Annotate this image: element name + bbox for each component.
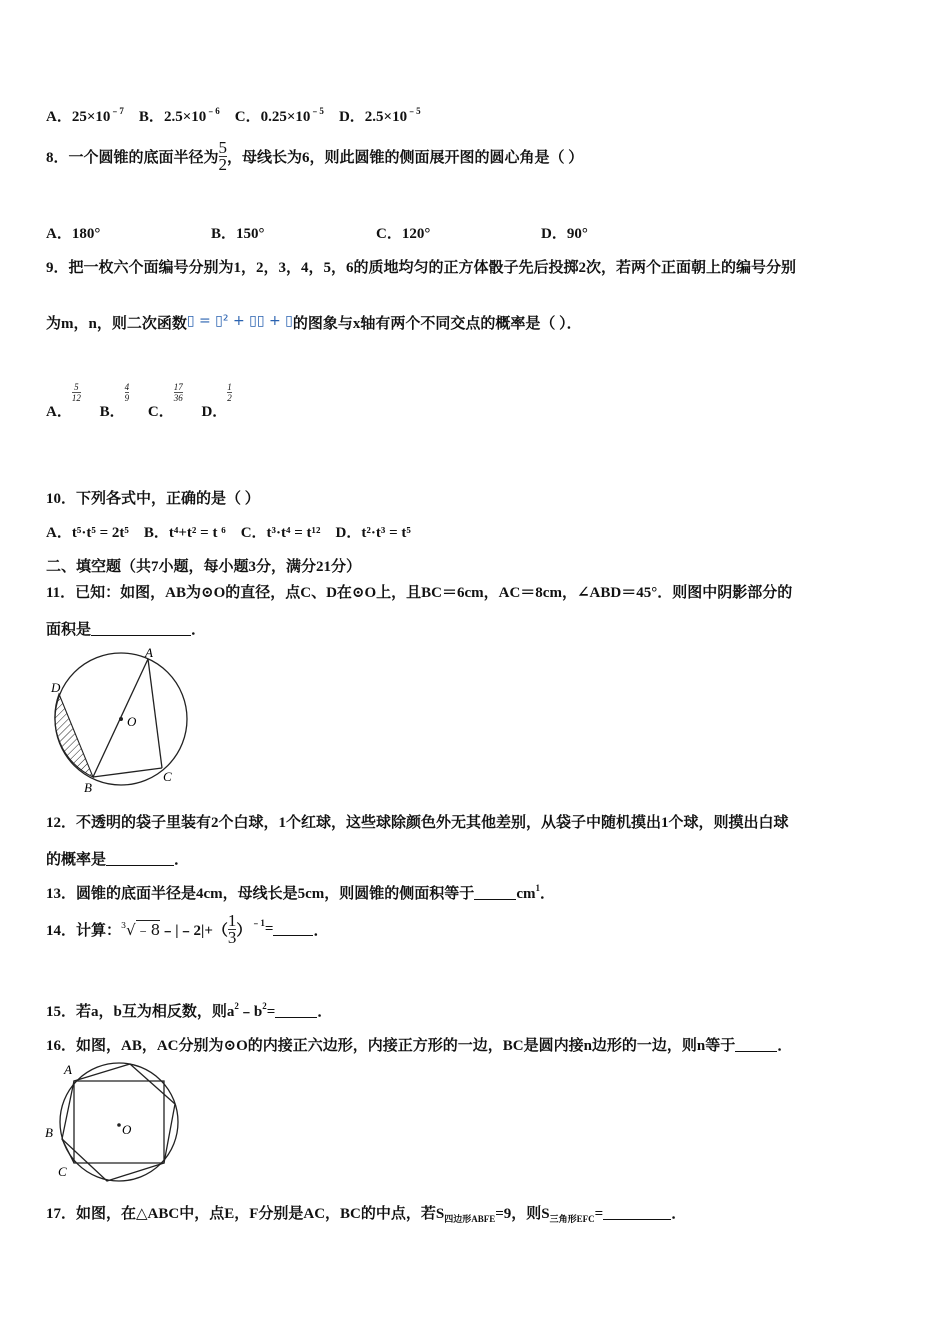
q7-option-b-label: B．: [138, 109, 164, 125]
q11-label-c: C: [163, 769, 172, 784]
q10-option-a: A．t⁵·t⁵ = 2t⁵: [46, 525, 129, 541]
q9-line2: [46, 312, 582, 333]
q13-text: 13．圆锥的底面半径是4cm，母线长是5cm，则圆锥的侧面积等于: [46, 886, 475, 902]
q11-answer-blank: [91, 623, 191, 636]
q7-option-b-base: 2.5×10: [163, 109, 207, 125]
q11-segment-bc: [93, 768, 162, 777]
q16-end: ．: [777, 1038, 793, 1054]
q9-option-d-label: D．: [201, 404, 228, 420]
q16-answer-blank: [735, 1039, 777, 1052]
q14-answer-blank: [273, 923, 313, 936]
q7-option-a-exp: ﹣7: [110, 106, 124, 116]
q16-label-b: B: [45, 1125, 53, 1140]
q14-cube-root: $^3$√﹣8: [121, 921, 161, 939]
q16-stem: [46, 1034, 792, 1055]
q14-frac-den: 3: [227, 928, 237, 947]
q14-prefix: 14．计算：: [46, 923, 122, 939]
q16-segment-bc: [62, 1139, 74, 1163]
section-2-heading: 二、填空题（共7小题，每小题3分，满分21分）: [46, 559, 362, 575]
q15-end: ．: [317, 1004, 333, 1020]
q17-sub1: 四边形ABFE: [444, 1214, 496, 1224]
q16-circle-figure: [42, 1059, 187, 1187]
q10-option-c: C．t³·t⁴ = t¹²: [240, 525, 321, 541]
q14-close: ）: [236, 923, 252, 939]
q9-option-b-den: 9: [124, 393, 130, 403]
q9-line2-suffix: 的图象与x轴有两个不同交点的概率是（ ）．: [292, 316, 582, 332]
q9-option-c-num: 17: [173, 382, 183, 392]
q11-shaded-region: [55, 694, 93, 777]
q8-option-d: D．90°: [541, 226, 588, 242]
q7-option-d-exp: ﹣5: [407, 106, 421, 116]
q17-answer-blank: [603, 1207, 671, 1220]
q16-label-o: O: [122, 1122, 132, 1137]
q13-stem: [46, 882, 555, 903]
q14-radicand: ﹣8: [135, 921, 161, 939]
q7-option-c-exp: ﹣5: [310, 106, 324, 116]
q13-unit: cm: [516, 886, 536, 902]
q11-center-point: [119, 717, 123, 721]
q13-end: ．: [539, 886, 555, 902]
q8-option-a: A．180°: [46, 226, 101, 242]
q8-option-c: C．120°: [376, 226, 431, 242]
q7-option-d-label: D．: [338, 109, 365, 125]
q11-end: ．: [191, 622, 207, 638]
q17-mid: =9，则S: [495, 1206, 550, 1222]
q13-unit-exp: 1: [535, 883, 540, 893]
q11-label-o: O: [127, 714, 137, 729]
q9-option-c-label: C．: [147, 404, 174, 420]
q9-option-c-frac: [174, 382, 183, 403]
q8-frac-num: 5: [218, 138, 228, 157]
q10-option-d: D．t²·t³ = t⁵: [335, 525, 411, 541]
q7-option-c-label: C．: [234, 109, 261, 125]
q8-frac-den: 2: [218, 155, 228, 174]
q14-end: ．: [313, 923, 329, 939]
q7-option-d-base: 2.5×10: [364, 109, 408, 125]
q9-line1: 9．把一枚六个面编号分别为1，2，3，4，5，6的质地均匀的正方体骰子先后投掷2次，若两个正面朝上的编号分别: [46, 260, 797, 276]
q11-segment-ac: [148, 659, 162, 768]
q11-label-d: D: [51, 680, 61, 695]
q15-mid: ﹣b: [238, 1004, 263, 1020]
q16-label-a: A: [64, 1062, 72, 1077]
q7-option-c-base: 0.25×10: [260, 109, 311, 125]
q8-options: [46, 222, 588, 243]
q10-option-b: B．t⁴+t² = t ⁶: [143, 525, 226, 541]
q7-options: [46, 104, 421, 126]
q9-option-d-den: 2: [227, 393, 232, 403]
q17-end: ．: [671, 1206, 687, 1222]
q17-stem: [46, 1202, 686, 1225]
q14-frac-num: 1: [227, 911, 237, 930]
q9-option-b-num: 4: [124, 382, 130, 392]
q9-option-a-label: A．: [46, 404, 72, 420]
q15-prefix: 15．若a，b互为相反数，则a: [46, 1004, 235, 1020]
q9-option-a-den: 12: [71, 393, 81, 403]
q7-option-a-label: A．: [46, 109, 72, 125]
q17-eq: =: [594, 1206, 604, 1222]
q16-label-c: C: [58, 1164, 67, 1179]
q9-option-a-frac: [72, 382, 81, 403]
q15-exp1: 2: [234, 1001, 239, 1011]
q7-option-a-base: 25×10: [71, 109, 111, 125]
q9-option-a-num: 5: [74, 382, 79, 392]
q8-option-b: B．150°: [211, 226, 265, 242]
q16-inscribed-square: [74, 1081, 164, 1163]
q9-option-d-frac: [227, 382, 232, 403]
q17-sub2: 三角形EFC: [549, 1214, 595, 1224]
q14-exp: ﹣1: [251, 917, 265, 928]
q14-eq: =: [264, 921, 274, 937]
q11-line1: 11．已知：如图，AB为⊙O的直径，点C、D在⊙O上，且BC＝6cm，AC＝8cm，∠ABD＝45°．则图中阴影部分的: [46, 585, 793, 601]
q9-options: [46, 382, 232, 421]
q15-answer-blank: [275, 1005, 317, 1018]
q10-stem: 10．下列各式中，正确的是（ ）: [46, 491, 260, 507]
q15-stem: [46, 1000, 332, 1021]
q12-line1: 12．不透明的袋子里装有2个白球，1个红球，这些球除颜色外无其他差别，从袋子中随机摸出1个球，则摸出白球: [46, 815, 789, 831]
q14-stem: [46, 913, 328, 946]
q15-eq: =: [266, 1004, 276, 1020]
q9-option-d-num: 1: [227, 382, 232, 392]
q8-suffix: ，母线长为6，则此圆锥的侧面展开图的圆心角是（ ）: [227, 150, 584, 166]
q11-line2-text: 面积是: [46, 622, 92, 638]
q9-option-b-label: B．: [99, 404, 125, 420]
q14-mid: ﹣|﹣2|+（: [160, 923, 228, 939]
q12-end: ．: [174, 852, 190, 868]
q12-answer-blank: [106, 853, 174, 866]
q9-option-c-den: 36: [173, 393, 183, 403]
q7-option-b-exp: ﹣6: [206, 106, 220, 116]
q16-text: 16．如图，AB，AC分别为⊙O的内接正六边形，内接正方形的一边，BC是圆内接n边形的一边，则n等于: [46, 1038, 736, 1054]
q8-fraction: [219, 140, 228, 173]
q11-circle-figure: [44, 644, 194, 796]
q8-prefix: 8．一个圆锥的底面半径为: [46, 150, 219, 166]
q11-line2: [46, 618, 206, 639]
q13-answer-blank: [474, 887, 516, 900]
q9-option-b-frac: [125, 382, 130, 403]
q11-label-a: A: [145, 645, 153, 660]
q12-line2: [46, 848, 189, 869]
q17-prefix: 17．如图，在△ABC中，点E，F分别是AC，BC的中点，若S: [46, 1206, 445, 1222]
q9-quadratic-formula: ▯ = ▯² + ▯▯ + ▯: [186, 313, 293, 329]
q8-stem: [46, 140, 583, 173]
q16-center-point: [117, 1123, 121, 1127]
q14-root-index: 3: [121, 921, 127, 930]
q15-exp2: 2: [262, 1001, 267, 1011]
q12-line2-text: 的概率是: [46, 852, 107, 868]
q9-line2-prefix: 为m，n，则二次函数: [46, 316, 187, 332]
q10-options: [46, 521, 411, 542]
q11-label-b: B: [84, 780, 92, 795]
